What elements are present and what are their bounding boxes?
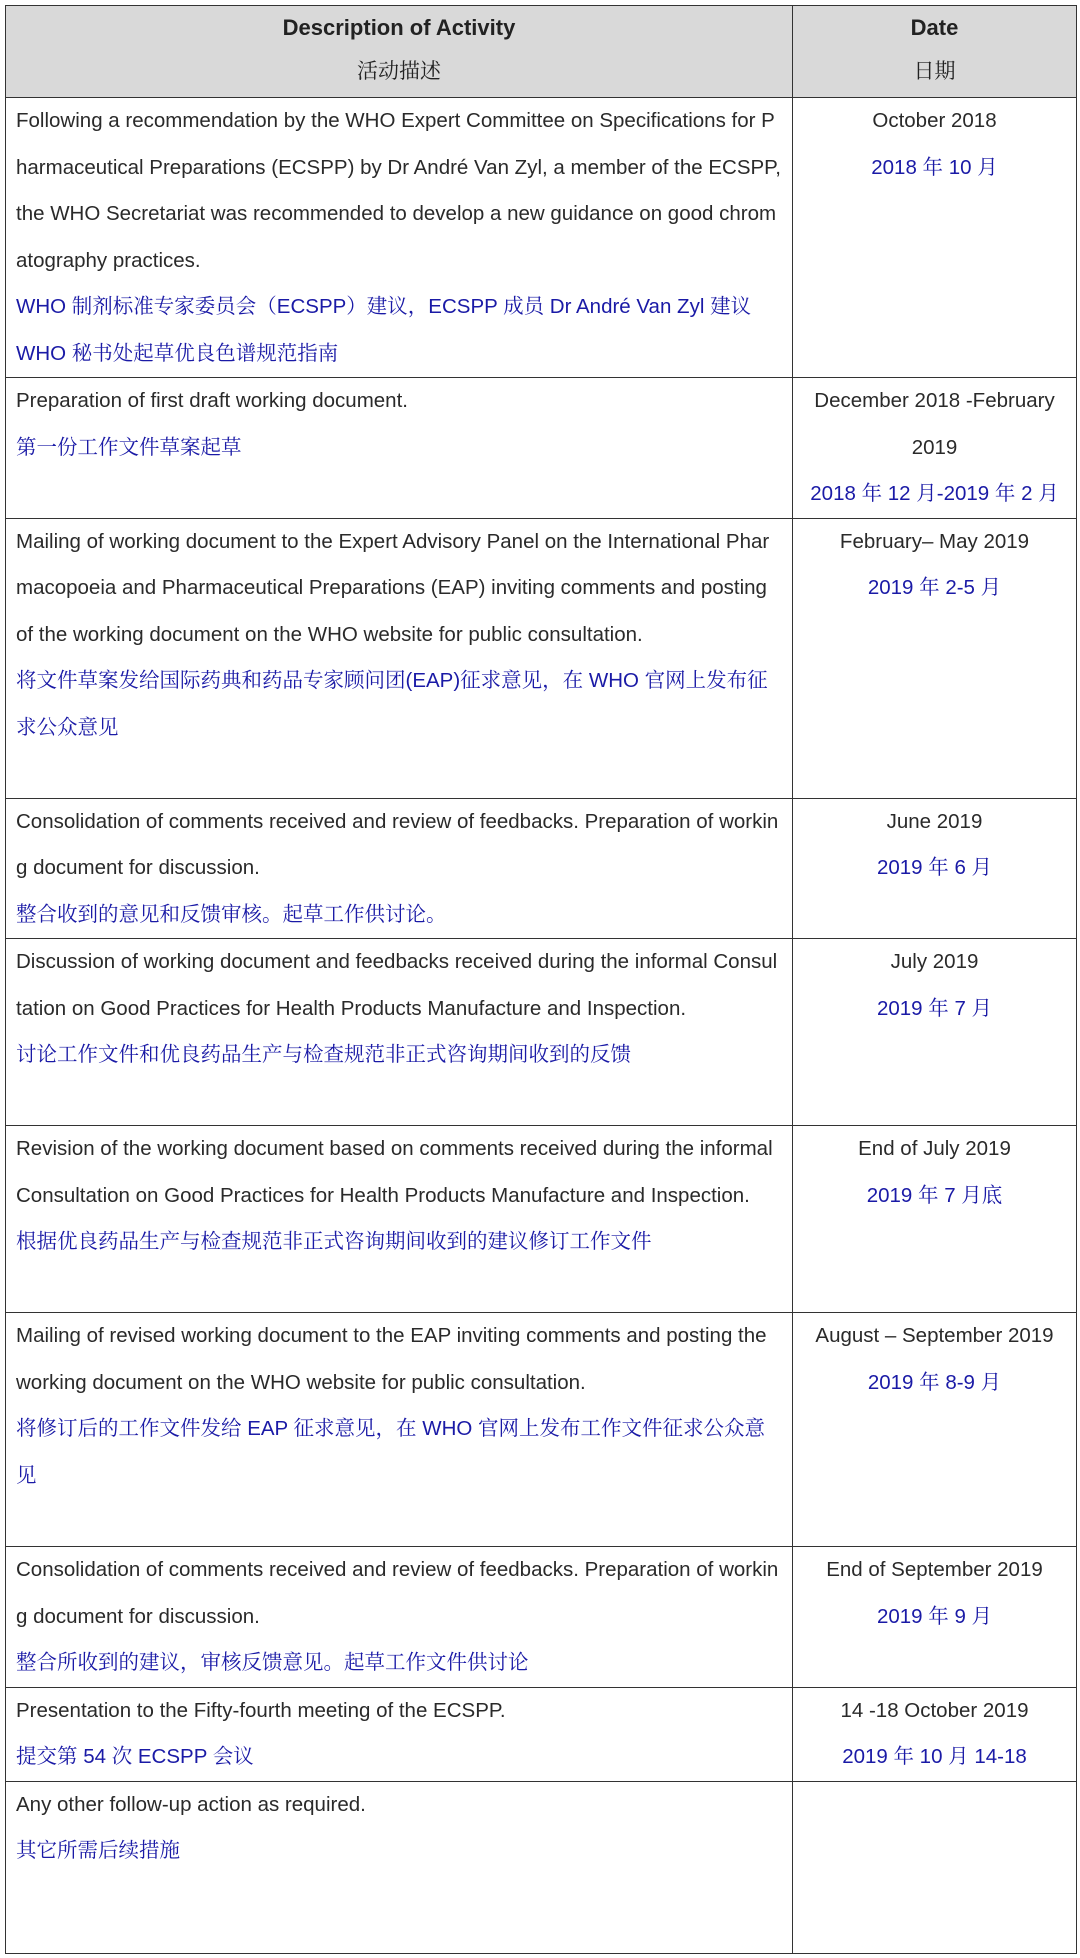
activity-date-zh: 2019 年 9 月 [876,1604,993,1628]
activity-description-zh: WHO 制剂标准专家委员会（ECSPP）建议，ECSPP 成员 Dr André Van Zyl 建议 WHO 秘书处起草优良色谱规范指南 [16,295,752,365]
activity-description-en: Any other follow-up action as required. [16,1792,366,1816]
table-header-row [6,6,1077,98]
activity-date [793,798,1077,939]
activity-date-en: End of September 2019 [826,1558,1043,1581]
activity-description [6,518,793,798]
table-row [6,378,1077,519]
activity-description-zh: 将文件草案发给国际药典和药品专家顾问团(EAP)征求意见，在 WHO 官网上发布征求公众意见 [16,669,768,739]
activity-description-zh: 第一份工作文件草案起草 [16,435,242,459]
header-description-zh: 活动描述 [357,60,441,83]
activity-description [6,1547,793,1688]
activity-date [793,1687,1077,1781]
table-row [6,1547,1077,1688]
activity-date-en: July 2019 [890,950,979,973]
table-row [6,1313,1077,1547]
activity-date [793,378,1077,519]
activity-date-en: End of July 2019 [858,1137,1011,1160]
activity-description [6,1313,793,1547]
activity-description [6,1781,793,1953]
activity-date-en: June 2019 [886,809,983,833]
activity-date-en: August – September 2019 [815,1324,1054,1347]
activity-description-en: Following a recommendation by the WHO Expert Committee on Specifications for Pharmaceutical Preparations (ECSPP) by Dr André Van Zyl, a member of the ECSPP, the WHO Secretariat was recommended to develop a new guidance on good chromatography practices. [16,109,781,272]
table-row [6,1687,1077,1781]
activity-description-en: Mailing of revised working document to the EAP inviting comments and posting the working document on the WHO website for public consultation. [16,1324,767,1394]
activity-description-en: Revision of the working document based on comments received during the informal Consultation on Good Practices for Health Products Manufacture and Inspection. [16,1137,773,1207]
activity-description [6,1687,793,1781]
header-date [793,6,1077,98]
activity-date-en: December 2018 -February 2019 [814,389,1055,459]
activity-description [6,939,793,1126]
activity-date [793,1126,1077,1313]
activity-description-zh: 将修订后的工作文件发给 EAP 征求意见，在 WHO 官网上发布工作文件征求公众意见 [16,1417,766,1487]
activity-date-zh: 2019 年 10 月 14-18 [842,1745,1027,1768]
activity-description-en: Consolidation of comments received and review of feedbacks. Preparation of working document for discussion. [16,1558,779,1628]
activity-description [6,378,793,519]
activity-date-zh: 2019 年 7 月 [876,996,993,1020]
activity-date-zh: 2019 年 8-9 月 [867,1370,1002,1394]
header-description [6,6,793,98]
activity-date-zh: 2018 年 10 月 [871,155,998,179]
table-row [6,518,1077,798]
header-date-en: Date [910,15,959,40]
activity-description-zh: 根据优良药品生产与检查规范非正式咨询期间收到的建议修订工作文件 [16,1230,652,1253]
activity-description-zh: 讨论工作文件和优良药品生产与检查规范非正式咨询期间收到的反馈 [16,1043,631,1066]
table-row [6,98,1077,378]
activity-description-en: Mailing of working document to the Expert Advisory Panel on the International Pharmacopoeia and Pharmaceutical Preparations (EAP) inviting comments and posting of the working document on the WHO website for public consultation. [16,529,770,646]
table-row [6,1126,1077,1313]
header-description-en: Description of Activity [282,15,516,40]
activity-schedule-table [5,5,1077,1954]
activity-description-zh: 整合收到的意见和反馈审核。起草工作供讨论。 [16,902,447,926]
activity-date [793,1313,1077,1547]
activity-description [6,798,793,939]
activity-description-en: Discussion of working document and feedbacks received during the informal Consultation on Good Practices for Health Products Manufacture and Inspection. [16,950,778,1020]
activity-date-zh: 2019 年 7 月底 [866,1183,1003,1207]
activity-date [793,518,1077,798]
activity-description-zh: 整合所收到的建议，审核反馈意见。起草工作文件供讨论 [16,1651,529,1674]
activity-date-zh: 2019 年 2-5 月 [867,576,1002,599]
activity-description-en: Presentation to the Fifty-fourth meeting of the ECSPP. [16,1698,506,1722]
activity-date [793,939,1077,1126]
activity-description [6,1126,793,1313]
activity-description-en: Preparation of first draft working document. [16,389,408,412]
activity-date [793,98,1077,378]
activity-description-zh: 提交第 54 次 ECSPP 会议 [16,1745,254,1768]
activity-date [793,1547,1077,1688]
activity-date-en: February– May 2019 [839,529,1030,553]
table-row [6,798,1077,939]
activity-date-zh: 2018 年 12 月-2019 年 2 月 [810,482,1059,505]
table-row [6,939,1077,1126]
activity-date-zh: 2019 年 6 月 [876,856,993,879]
activity-date-en: 14 -18 October 2019 [840,1698,1029,1722]
activity-date [793,1781,1077,1953]
activity-description [6,98,793,378]
activity-date-en: October 2018 [872,109,997,132]
header-date-zh: 日期 [913,60,956,83]
activity-description-zh: 其它所需后续措施 [16,1839,180,1862]
activity-description-en: Consolidation of comments received and review of feedbacks. Preparation of working document for discussion. [16,809,779,879]
table-row [6,1781,1077,1953]
